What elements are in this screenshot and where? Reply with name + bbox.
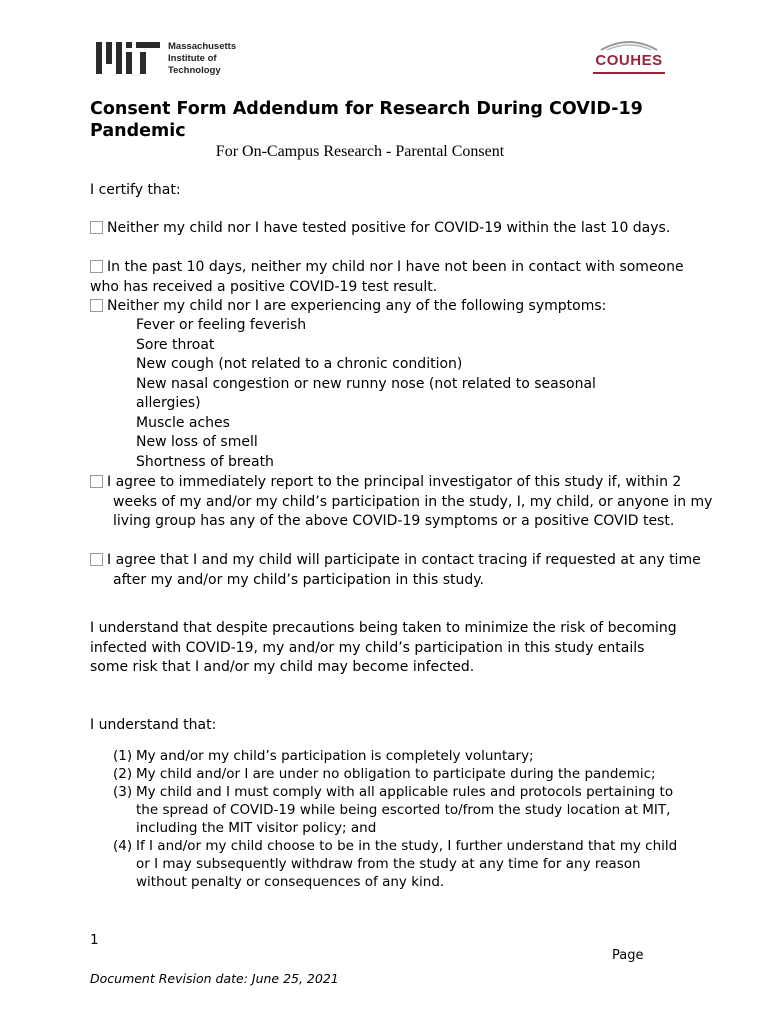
checkbox-label: In the past 10 days, neither my child nor I have not been in contact with someone who has received a positive COVID-19 test result. [90,259,684,295]
mit-logo-line-2: Institute of [168,53,217,64]
dome-icon [599,38,659,52]
list-number: (3) [113,784,133,800]
mit-logo-line-1: Massachusetts [168,41,237,52]
symptom-item: Shortness of breath [136,453,274,470]
list-item [113,747,683,765]
checkbox-item-contact[interactable] [90,258,690,297]
mit-logo-line-3: Technology [168,65,221,76]
checkbox[interactable] [90,299,103,312]
checkbox[interactable] [90,260,103,273]
understand-intro: I understand that: [90,717,217,733]
checkbox-label: Neither my child nor I are experiencing any of the following symptoms: [107,298,607,314]
list-text: My child and I must comply with all applicable rules and protocols pertaining to the spread of COVID-19 while being escorted to/from the study location at MIT, including the MIT visitor policy; and [136,784,674,836]
symptom-item: New nasal congestion or new runny nose (not related to seasonal allergies) [136,375,596,411]
risk-paragraph: I understand that despite precautions being taken to minimize the risk of becoming infected with COVID-19, my and/or my child’s participation in this study entails some risk that I and/or my child may become infected. [90,620,677,675]
list-number: (4) [113,838,133,854]
list-number: (1) [113,748,133,764]
couhes-underline [593,72,665,74]
symptom-list [136,316,656,472]
list-item [113,783,683,837]
mit-bars-icon [96,40,162,76]
symptom-item: New cough (not related to a chronic condition) [136,356,463,372]
revision-date: Document Revision date: June 25, 2021 [90,971,339,986]
list-text: My child and/or I are under no obligation to participate during the pandemic; [136,766,656,782]
symptom-item: New loss of smell [136,434,258,450]
checkbox-label: I agree to immediately report to the principal investigator of this study if, within 2 weeks of my and/or my child’s participation in the study, I, my child, or anyone in my living group has any of the above COVID-19 symptoms or a positive COVID test. [107,474,713,529]
checkbox[interactable] [90,553,103,566]
checkbox-item-tested[interactable] [90,219,713,239]
understand-list [113,747,683,891]
checkbox-item-symptoms[interactable] [90,297,690,317]
symptom-item: Muscle aches [136,414,230,431]
couhes-logo [589,38,669,82]
checkbox-item-tracing[interactable] [90,551,713,590]
checkbox-label: I agree that I and my child will participate in contact tracing if requested at any time after my and/or my child’s participation in this study. [107,552,701,588]
list-number: (2) [113,766,133,782]
list-text: My and/or my child’s participation is completely voluntary; [136,748,534,764]
certify-intro: I certify that: [90,182,181,198]
checkbox[interactable] [90,221,103,234]
list-item [113,837,683,891]
symptom-item: Fever or feeling feverish [136,317,307,333]
checkbox[interactable] [90,475,103,488]
page-label: Page [612,948,644,963]
page-title: Consent Form Addendum for Research During COVID-19 Pandemic [90,99,643,141]
checkbox-item-report[interactable] [90,473,713,532]
page-subtitle: For On-Campus Research - Parental Consent [215,143,505,160]
list-text: If I and/or my child choose to be in the study, I further understand that my child or I may subsequently withdraw from the study at any time for any reason without penalty or consequences of any kind. [136,838,678,890]
page-number: 1 [90,932,99,948]
checkbox-label: Neither my child nor I have tested positive for COVID-19 within the last 10 days. [107,220,671,236]
list-item [113,765,683,783]
couhes-logo-text: COUHES [595,52,663,69]
symptom-item: Sore throat [136,336,215,353]
